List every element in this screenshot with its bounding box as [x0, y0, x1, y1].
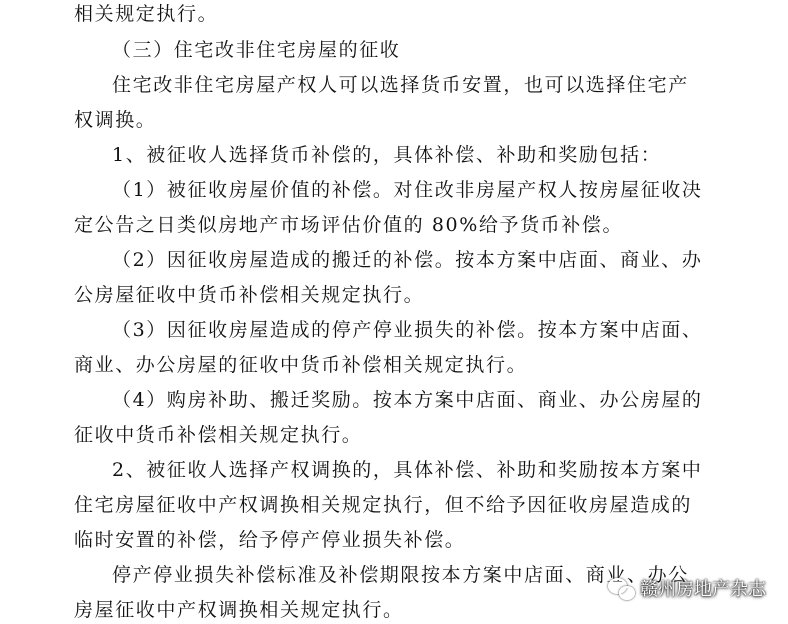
text-line-1: 相关规定执行。: [74, 3, 219, 25]
text-line-8: （2）因征收房屋造成的搬迁的补偿。按本方案中店面、商业、办: [112, 249, 703, 271]
watermark: [608, 574, 766, 602]
wechat-icon: [608, 577, 634, 599]
text-line-6: （1）被征收房屋价值的补偿。对住改非房屋产权人按房屋征收决: [112, 179, 703, 201]
text-line-13: 征收中货币补偿相关规定执行。: [74, 424, 363, 446]
text-line-18: 房屋征收中产权调换相关规定执行。: [74, 599, 404, 621]
text-line-11: 商业、办公房屋的征收中货币补偿相关规定执行。: [74, 354, 528, 376]
text-line-14: 2、被征收人选择产权调换的，具体补偿、补助和奖励按本方案中: [112, 459, 703, 481]
text-line-10: （3）因征收房屋造成的停产停业损失的补偿。按本方案中店面、: [112, 319, 703, 341]
text-line-7: 定公告之日类似房地产市场评估价值的 80%给予货币补偿。: [74, 214, 624, 236]
text-line-17: 停产停业损失补偿标准及补偿期限按本方案中店面、商业、办公: [112, 564, 689, 586]
text-line-4: 权调换。: [74, 109, 157, 131]
text-line-16: 临时安置的补偿，给予停产停业损失补偿。: [74, 529, 466, 551]
section-heading: （三）住宅改非住宅房屋的征收: [112, 39, 401, 61]
text-line-15: 住宅房屋征收中产权调换相关规定执行，但不给予因征收房屋造成的: [74, 494, 693, 516]
text-line-9: 公房屋征收中货币补偿相关规定执行。: [74, 284, 425, 306]
watermark-text: 赣州房地产杂志: [640, 579, 766, 600]
text-line-12: （4）购房补助、搬迁奖励。按本方案中店面、商业、办公房屋的: [112, 389, 703, 411]
text-line-5: 1、被征收人选择货币补偿的，具体补偿、补助和奖励包括：: [112, 144, 662, 166]
text-line-3: 住宅改非住宅房屋产权人可以选择货币安置，也可以选择住宅产: [112, 74, 689, 96]
